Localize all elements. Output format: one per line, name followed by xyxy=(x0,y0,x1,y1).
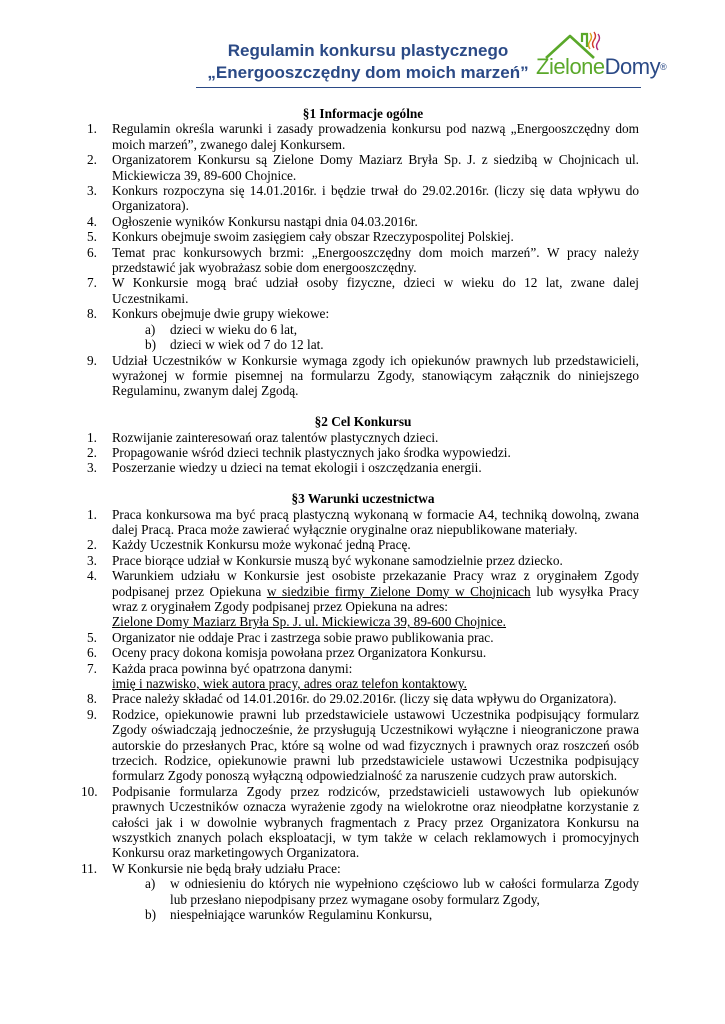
section-2 xyxy=(87,414,639,476)
list-item: 1. Regulamin określa warunki i zasady prowadzenia konkursu pod nazwą „Energooszczędny dom moich marzeń”, zwanego dalej Konkursem. xyxy=(87,121,639,152)
title-line-1: Regulamin konkursu plastycznego xyxy=(227,41,509,60)
list-item: 5. Organizator nie oddaje Prac i zastrzega sobie prawo publikowania prac. xyxy=(87,629,494,645)
underlined-address: Zielone Domy Maziarz Bryła Sp. J. ul. Mickiewicza 39, 89-600 Chojnice. xyxy=(112,614,507,630)
list-item: 2. Każdy Uczestnik Konkursu może wykonać jedną Pracę. xyxy=(87,537,411,553)
sub-list xyxy=(112,322,639,353)
sub-list-item: b) dzieci w wiek od 7 do 12 lat. xyxy=(145,337,324,353)
list-item: 11. W Konkursie nie będą brały udziału Prace: a) w odniesieniu do których nie wypełniono częściowo lub w całości formularza Zgody lub przesłano niepodpisany przez wymagane osoby formularz Zgody, b) niespełniające warunków Regulaminu Konkursu, xyxy=(81,860,639,923)
regulations-body xyxy=(81,106,639,923)
list-item: 4. Ogłoszenie wyników Konkursu nastąpi dnia 04.03.2016r. xyxy=(87,213,418,229)
section-heading: §3 Warunki uczestnictwa xyxy=(291,491,435,507)
list-item: 1. Praca konkursowa ma być pracą plastyczną wykonaną w formacie A4, techniką dowolną, zwana dalej Pracą. Praca może zawierać wyłącznie oryginalne oraz niepublikowane materiały. xyxy=(87,506,639,537)
list-item: 3. Prace biorące udział w Konkursie muszą być wykonane samodzielnie przez dziecko. xyxy=(87,552,563,568)
sub-list-item: b) niespełniające warunków Regulaminu Konkursu, xyxy=(145,907,433,923)
list-item: 8. Konkurs obejmuje dwie grupy wiekowe: a) dzieci w wieku do 6 lat, b) dzieci w wiek od 7 do 12 lat. xyxy=(87,306,639,352)
section-1 xyxy=(87,106,639,399)
list-item: 2. Organizatorem Konkursu są Zielone Domy Maziarz Bryła Sp. J. z siedzibą w Chojnicach ul. Mickiewicza 39, 89-600 Chojnice. xyxy=(87,152,639,183)
header-divider xyxy=(196,87,641,88)
company-logo xyxy=(534,30,667,86)
list-item: 3. Poszerzanie wiedzy u dzieci na temat ekologii i oszczędzania energii. xyxy=(87,460,482,476)
list-item: 8. Prace należy składać od 14.01.2016r. do 29.02.2016r. (liczy się data wpływu do Organizatora). xyxy=(87,691,617,707)
document-title xyxy=(198,40,538,84)
list-item: 3. Konkurs rozpoczyna się 14.01.2016r. i będzie trwał do 29.02.2016r. (liczy się data wpływu do Organizatora). xyxy=(87,183,639,214)
list-item: 7. W Konkursie mogą brać udział osoby fizyczne, dzieci w wieku do 12 lat, zwane dalej Uczestnikami. xyxy=(87,275,639,306)
list-item: 1. Rozwijanie zainteresowań oraz talentów plastycznych dzieci. xyxy=(87,429,439,445)
list-item: 9. Rodzice, opiekunowie prawni lub przedstawiciele ustawowi Uczestnika podpisujący formularz Zgody oświadczają jednocześnie, że przysługują Uczestnikowi wyłączne i nieograniczone prawa autorskie do przesłanych Prac, które są wolne od wad fizycznych i prawnych oraz roszczeń osób trzecich. Rodzice, opiekunowie prawni lub przedstawiciele ustawowi Uczestnika podpisujący formularz Zgody ponoszą wyłączną odpowiedzialność za naruszenie cudzych praw autorskich. xyxy=(87,706,639,784)
section-heading: §2 Cel Konkursu xyxy=(314,414,412,430)
list-item: 6. Temat prac konkursowych brzmi: „Energooszczędny dom moich marzeń”. W pracy należy przedstawić jak wyobrażasz sobie dom energooszczędny. xyxy=(87,244,639,276)
section-list xyxy=(81,506,639,923)
section-list xyxy=(87,121,639,398)
sub-list-item: a) dzieci w wieku do 6 lat, xyxy=(145,321,298,337)
section-3 xyxy=(81,491,639,923)
list-item: 5. Konkurs obejmuje swoim zasięgiem cały obszar Rzeczypospolitej Polskiej. xyxy=(87,229,514,245)
section-list xyxy=(87,430,639,476)
underlined-location: w siedzibie firmy Zielone Domy w Chojnicach xyxy=(266,583,531,599)
list-item: 6. Oceny pracy dokona komisja powołana przez Organizatora Konkursu. xyxy=(87,645,487,661)
logo-wordmark: ZieloneDomy® xyxy=(536,54,667,79)
sub-list-item: a) w odniesieniu do których nie wypełniono częściowo lub w całości formularza Zgody lub przesłano niepodpisany przez wymagane osoby formularz Zgody, xyxy=(145,876,639,907)
section-heading: §1 Informacje ogólne xyxy=(302,106,424,121)
list-item: 7. Każda praca powinna być opatrzona danymi: imię i nazwisko, wiek autora pracy, adres oraz telefon kontaktowy. xyxy=(87,660,467,691)
page-header xyxy=(0,0,725,92)
underlined-required-data: imię i nazwisko, wiek autora pracy, adres oraz telefon kontaktowy. xyxy=(112,676,467,691)
list-item: 10. Podpisanie formularza Zgody przez rodziców, przedstawicieli ustawowych lub opiekunów prawnych Uczestników oznacza wyrażenie zgody na wielokrotne oraz nieodpłatne korzystanie z całości jak i w dowolnie wybranych fragmentach z Pracy przez Organizatora Konkursu na wszystkich znanych polach eksploatacji, w tym także w celach reklamowych i promocyjnych Konkursu oraz marketingowych Organizatora. xyxy=(81,783,639,861)
sub-list xyxy=(112,876,639,922)
list-item: 9. Udział Uczestników w Konkursie wymaga zgody ich opiekunów prawnych lub przedstawicieli, wyrażonej w formie pisemnej na formularzu Zgody, stanowiącym załącznik do niniejszego Regulaminu, zwanym dalej Zgodą. xyxy=(87,352,639,399)
list-item: 4. Warunkiem udziału w Konkursie jest osobiste przekazanie Pracy wraz z oryginałem Zgody podpisanej przez Opiekuna w siedzibie firmy Zielone Domy w Chojnicach lub wysyłka Pracy wraz z oryginałem Zgody podpisanej przez Opiekuna na adres: Zielone Domy Maziarz Bryła Sp. J. ul. Mickiewicza 39, 89-600 Chojnice. xyxy=(87,568,639,630)
list-item: 2. Propagowanie wśród dzieci technik plastycznych jako środka wypowiedzi. xyxy=(87,444,511,460)
title-line-2: „Energooszczędny dom moich marzeń” xyxy=(207,63,529,82)
